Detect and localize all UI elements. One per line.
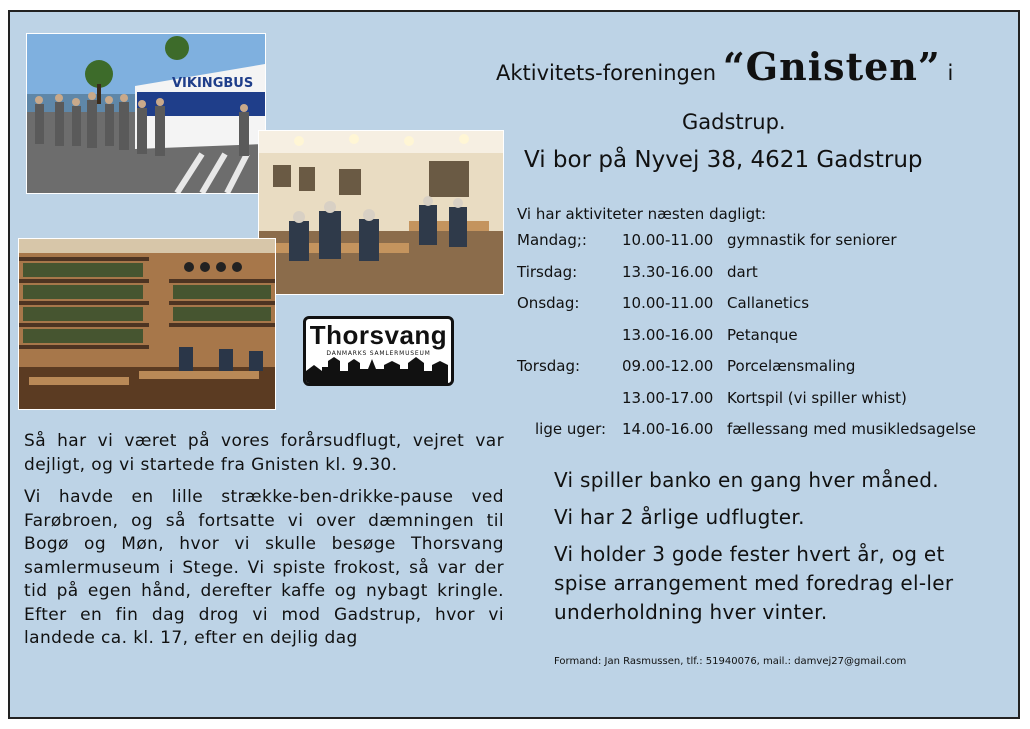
schedule-heading: Vi har aktiviteter næsten dagligt: (517, 205, 767, 223)
title-gnisten: “Gnisten” (722, 44, 941, 89)
title-location: Gadstrup. (682, 110, 786, 134)
schedule-activity: fællessang med musikledsagelse (727, 420, 976, 438)
bottle-collection-photo (18, 238, 276, 410)
schedule-time: 13.00-17.00 (622, 388, 714, 407)
activity-schedule (517, 231, 1017, 452)
schedule-day: Onsdag: (517, 294, 580, 312)
schedule-activity: Porcelænsmaling (727, 357, 856, 375)
title-suffix: i (947, 61, 954, 85)
schedule-row (517, 231, 1017, 263)
schedule-activity: Kortspil (vi spiller whist) (727, 388, 907, 407)
title-prefix: Aktivitets-foreningen (496, 61, 717, 85)
schedule-time: 10.00-11.00 (622, 294, 714, 312)
schedule-day: Torsdag: (517, 357, 581, 375)
info-banko: Vi spiller banko en gang hver måned. (554, 468, 939, 492)
schedule-row (517, 326, 1017, 358)
schedule-day: Tirsdag: (517, 262, 578, 281)
schedule-activity: gymnastik for seniorer (727, 231, 897, 249)
schedule-day: lige uger: (535, 420, 607, 438)
club-info (554, 466, 994, 635)
address-line: Vi bor på Nyvej 38, 4621 Gadstrup (524, 147, 923, 173)
schedule-row (517, 420, 1017, 452)
info-trips: Vi har 2 årlige udflugter. (554, 505, 805, 529)
town-skyline-icon (306, 353, 451, 383)
schedule-row (517, 294, 1017, 326)
trip-story (24, 430, 504, 660)
schedule-activity: Callanetics (727, 294, 810, 312)
schedule-time: 14.00-16.00 (622, 420, 714, 438)
page-title (496, 44, 953, 89)
schedule-time: 09.00-12.00 (622, 357, 714, 375)
dining-room-photo (258, 130, 504, 295)
schedule-time: 13.30-16.00 (622, 262, 714, 281)
thorsvang-logo (303, 316, 454, 386)
thorsvang-logo-subtitle: DANMARKS SAMLERMUSEUM (326, 350, 431, 357)
info-parties: Vi holder 3 gode fester hvert år, og et spise arrangement med foredrag el-ler underholdning hver vinter. (554, 542, 954, 624)
schedule-row (517, 263, 1017, 295)
schedule-activity: dart (727, 262, 758, 281)
bus-logo-text: VIKINGBUS (172, 76, 254, 91)
story-paragraph: Så har vi været på vores forårsudflugt, vejret var dejligt, og vi startede fra Gnisten kl. 9.30. (24, 431, 504, 475)
thorsvang-logo-name: Thorsvang (309, 320, 448, 350)
bus-trip-photo (26, 33, 266, 194)
schedule-row (517, 357, 1017, 389)
schedule-activity: Petanque (727, 325, 798, 344)
contact-footer: Formand: Jan Rasmussen, tlf.: 51940076, mail.: damvej27@gmail.com (554, 656, 907, 667)
schedule-day: Mandag;: (517, 231, 587, 249)
story-paragraph: Vi havde en lille strække-ben-drikke-pause ved Farøbroen, og så fortsatte vi over dæmningen til Bogø og Møn, hvor vi skulle besøge Thorsvang samlermuseum i Stege. Vi spiste frokost, så var der tid på egen hånd, derefter kaffe og nybagt kringle. Efter en fin dag drog vi mod Gadstrup, hvor vi landede ca. kl. 17, efter en dejlig dag (24, 487, 504, 648)
schedule-time: 13.00-16.00 (622, 325, 714, 344)
schedule-time: 10.00-11.00 (622, 231, 714, 249)
schedule-row (517, 389, 1017, 421)
